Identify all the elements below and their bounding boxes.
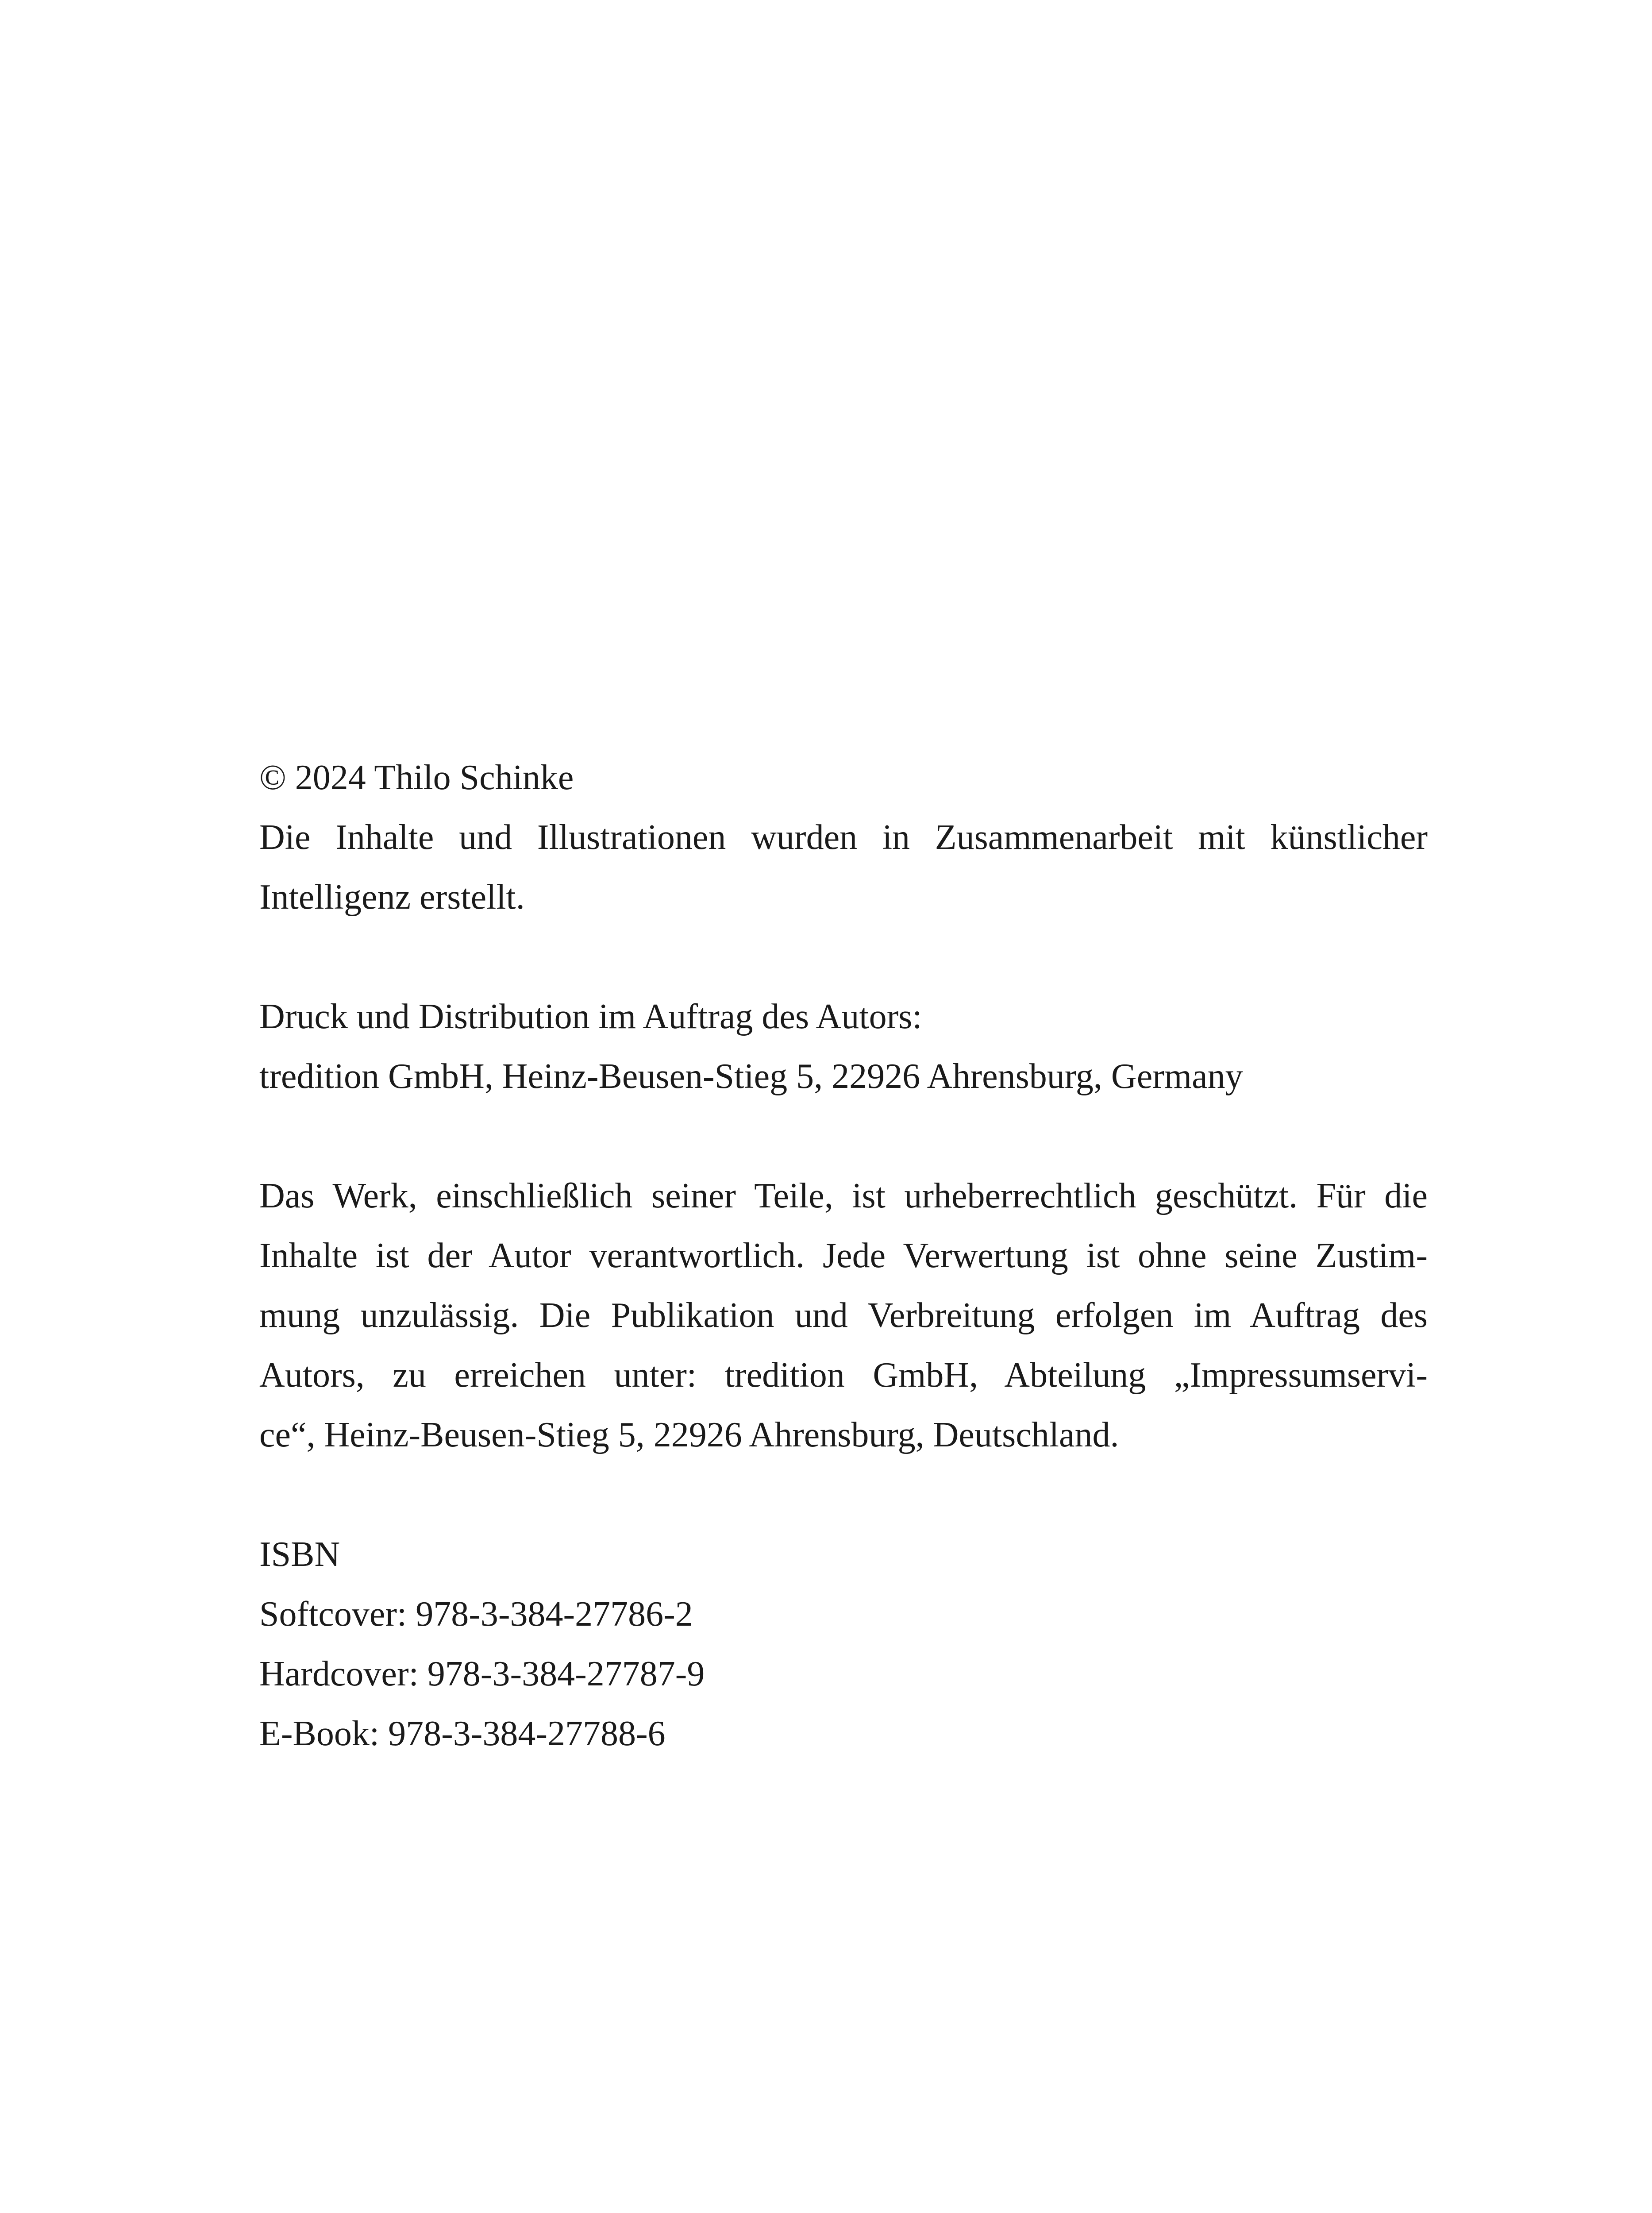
legal-line-3: mung unzulässig. Die Publikation und Verbreitung erfolgen im Auftrag des bbox=[259, 1296, 1428, 1335]
copyright-line: © 2024 Thilo Schinke bbox=[259, 758, 574, 797]
section-spacer bbox=[259, 1465, 1428, 1525]
ai-note-line-2: Intelligenz erstellt. bbox=[259, 878, 525, 917]
distribution-address: tredition GmbH, Heinz-Beusen-Stieg 5, 22926 Ahrensburg, Germany bbox=[259, 1057, 1243, 1096]
legal-line-1: Das Werk, einschließlich seiner Teile, ist urheberrechtlich geschützt. Für die bbox=[259, 1176, 1428, 1215]
isbn-softcover: Softcover: 978-3-384-27786-2 bbox=[259, 1595, 693, 1634]
isbn-hardcover: Hardcover: 978-3-384-27787-9 bbox=[259, 1654, 705, 1693]
isbn-heading: ISBN bbox=[259, 1535, 340, 1574]
legal-line-4: Autors, zu erreichen unter: tredition GmbH, Abteilung „Impressumservi- bbox=[259, 1356, 1428, 1395]
imprint-block bbox=[259, 748, 1428, 1764]
ai-note-line-1: Die Inhalte und Illustrationen wurden in Zusammenarbeit mit künstlicher bbox=[259, 818, 1428, 857]
legal-line-2: Inhalte ist der Autor verantwortlich. Jede Verwertung ist ohne seine Zustim- bbox=[259, 1236, 1428, 1275]
legal-line-5: ce“, Heinz-Beusen-Stieg 5, 22926 Ahrensburg, Deutschland. bbox=[259, 1415, 1119, 1454]
section-spacer bbox=[259, 927, 1428, 987]
section-spacer bbox=[259, 1106, 1428, 1166]
isbn-ebook: E-Book: 978-3-384-27788-6 bbox=[259, 1714, 666, 1753]
distribution-line-1: Druck und Distribution im Auftrag des Autors: bbox=[259, 997, 922, 1036]
